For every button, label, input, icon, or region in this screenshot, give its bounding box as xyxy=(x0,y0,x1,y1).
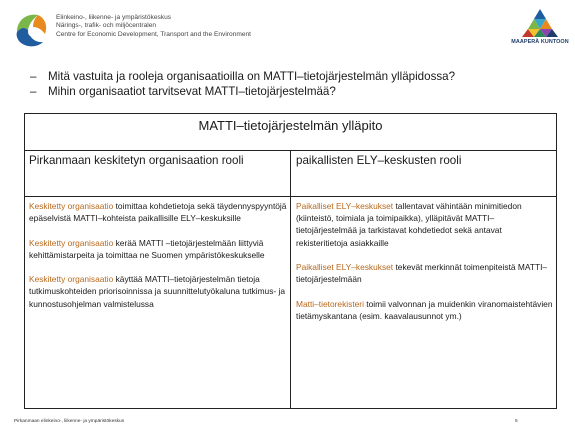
question-item xyxy=(30,85,455,100)
role-text: käyttää MATTI–tietojärjestelmän tietoja tutkimuskohteiden priorisoinnissa ja suunnittelutyökaluna tutkimus- ja kunnostusohjelman valmistelussa xyxy=(29,274,286,309)
role-subject: Keskitetty organisaatio xyxy=(29,201,114,211)
triangle-mosaic-icon xyxy=(522,8,558,38)
role-subject: Paikalliset ELY–keskukset xyxy=(296,201,394,211)
question-item xyxy=(30,70,455,85)
left-column-body xyxy=(29,200,287,322)
left-column-header: Pirkanmaan keskitetyn organisaation rooli xyxy=(29,154,244,167)
role-subject: Paikalliset ELY–keskukset xyxy=(296,262,394,272)
partner-label: MAAPERÄ KUNTOON xyxy=(511,39,569,45)
role-text: toimii valvonnan ja muidenkin viranomaistehtävien tietämyskantana (esim. kaavalausunnot ym.) xyxy=(296,298,553,321)
ely-name-sv: Närings-, trafik- och miljöcentralen xyxy=(56,22,157,30)
role-paragraph xyxy=(29,237,287,261)
question-list xyxy=(30,70,455,99)
header-divider xyxy=(25,196,556,197)
role-subject: Keskitetty organisaatio xyxy=(29,274,114,285)
role-subject: Matti–tietorekisteri xyxy=(296,298,364,309)
role-subject: Keskitetty organisaatio xyxy=(29,237,114,248)
role-paragraph xyxy=(296,261,554,285)
question-text: Mihin organisaatiot tarvitsevat MATTI–tietojärjestelmää? xyxy=(48,84,336,98)
bullet-dash: – xyxy=(30,84,37,98)
table-title: MATTI–tietojärjestelmän ylläpito xyxy=(25,114,556,151)
bullet-dash: – xyxy=(30,70,37,83)
right-column-body xyxy=(296,200,554,334)
role-text: kerää MATTI –tietojärjestelmään liittyviä kehittämistarpeita ja toimittaa ne Suomen ympäristökeskukselle xyxy=(29,237,265,260)
role-text: tallentavat vähintään minimitiedon (kiinteistö, toimiala ja toimipaikka), ylläpitävät MATTI–tietojärjestelmää ja tarkistavat kohdetiedot sekä antavat rekisteritietoja asiakkaille xyxy=(296,201,522,248)
ely-logo-icon xyxy=(11,10,51,50)
footer-organization: Pirkanmaan elinkeino-, liikenne- ja ympäristökeskus xyxy=(14,419,125,424)
column-divider xyxy=(290,151,291,408)
ely-name-fi: Elinkeino-, liikenne- ja ympäristökeskus xyxy=(56,14,172,21)
question-text: Mitä vastuita ja rooleja organisaatioilla on MATTI–tietojärjestelmän ylläpidossa? xyxy=(48,70,456,83)
ely-name-block xyxy=(56,14,251,39)
role-text: tekevät merkinnät toimenpiteistä MATTI–tietojärjestelmään xyxy=(296,262,548,285)
role-text: toimittaa kohdetietoja sekä täydennyspyyntöjä epäselvistä MATTI–kohteista paikallisille ELY–keskuksille xyxy=(29,201,287,224)
maapera-kuntoon-logo xyxy=(510,8,570,52)
role-paragraph xyxy=(29,200,287,224)
role-paragraph xyxy=(296,200,554,249)
role-paragraph xyxy=(296,298,554,322)
role-paragraph xyxy=(29,273,287,310)
page-number: 5 xyxy=(515,419,518,424)
ely-logo xyxy=(11,10,51,50)
roles-table xyxy=(24,113,557,409)
ely-name-en: Centre for Economic Development, Transport and the Environment xyxy=(56,30,251,38)
right-column-header: paikallisten ELY–keskusten rooli xyxy=(296,154,462,167)
